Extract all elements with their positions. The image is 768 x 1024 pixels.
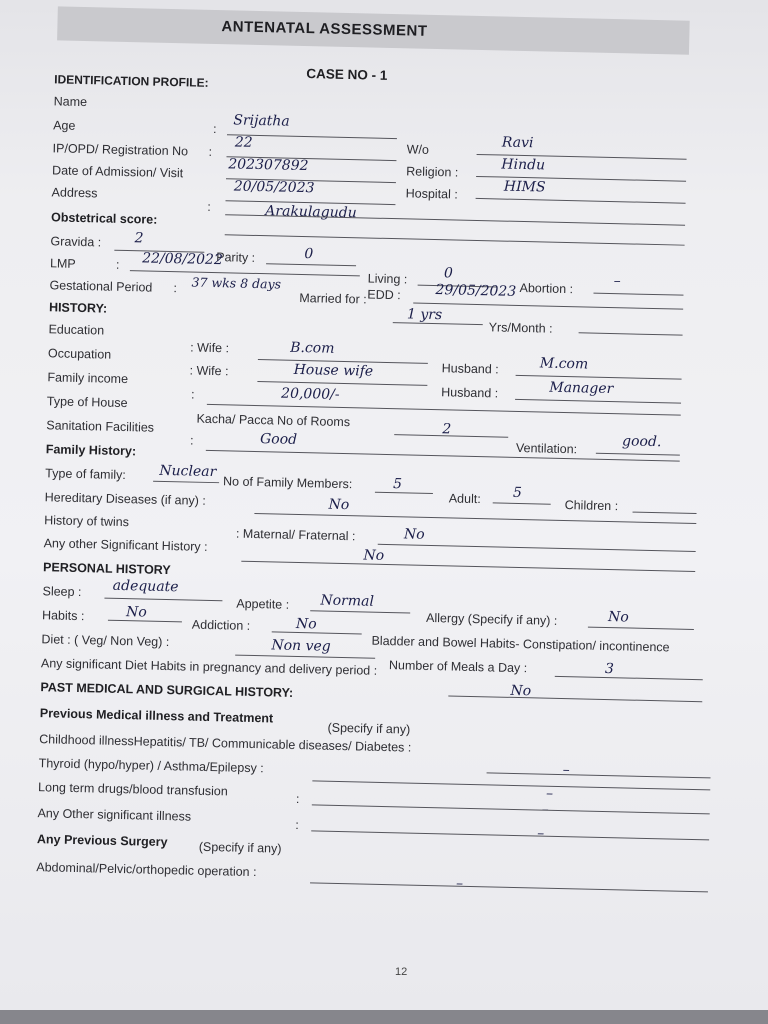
value-age: 22 — [234, 134, 253, 151]
value-thyroid: – — [545, 785, 554, 802]
line-long-term — [312, 804, 710, 814]
value-long-term: – — [541, 801, 549, 818]
line-husband-occupation — [515, 399, 681, 404]
label-abdominal: Abdominal/Pelvic/orthopedic operation : — [36, 860, 257, 880]
label-hereditary: Hereditary Diseases (if any) : — [44, 490, 207, 508]
line-meals — [555, 676, 703, 680]
line-edd — [413, 303, 683, 310]
label-sleep: Sleep : — [42, 584, 82, 600]
section-family-history: Family History: — [45, 442, 137, 459]
value-ventilation: good. — [621, 433, 662, 451]
label-married-for: Married for : — [299, 290, 367, 307]
line-habits — [108, 620, 182, 623]
label-abortion: Abortion : — [519, 280, 574, 297]
label-habits: Habits : — [41, 608, 85, 624]
value-lmp: 22/08/2022 — [141, 250, 224, 269]
label-specify-medical: (Specify if any) — [327, 720, 411, 737]
label-wife-edu: : Wife : — [189, 340, 230, 356]
colon: : — [190, 387, 195, 402]
label-ip-reg: IP/OPD/ Registration No — [52, 141, 189, 159]
value-gestational: 37 wks 8 days — [191, 274, 282, 292]
line-no-members — [375, 492, 433, 494]
label-gravida: Gravida : — [50, 234, 102, 250]
label-type-house: Type of House — [46, 394, 128, 411]
value-parity: 0 — [304, 246, 314, 263]
label-specify-surgery: (Specify if any) — [198, 839, 282, 856]
label-gestational: Gestational Period — [49, 278, 153, 295]
line-maternal — [378, 544, 696, 552]
line-parity — [266, 263, 356, 266]
value-abortion: – — [613, 273, 621, 290]
label-kacha: Kacha/ Pacca No of Rooms — [196, 411, 351, 430]
colon: : — [208, 144, 213, 159]
colon: : — [115, 257, 120, 272]
label-parity: Parity : — [216, 250, 256, 265]
label-husband-occ: Husband : — [441, 385, 499, 401]
page-number: 12 — [395, 966, 408, 978]
value-wife-occupation: House wife — [293, 361, 374, 380]
section-history: HISTORY: — [48, 300, 108, 316]
label-lmp: LMP — [49, 256, 76, 271]
background-surface — [0, 1010, 768, 1024]
line-address-2 — [225, 234, 685, 245]
value-diet-habits: No — [510, 682, 532, 700]
label-religion: Religion : — [406, 164, 459, 180]
line-appetite — [310, 610, 410, 613]
label-any-other-illness: Any Other significant illness — [37, 806, 192, 824]
value-family-income: 20,000/- — [280, 385, 340, 403]
value-husband-education: M.com — [539, 355, 589, 373]
value-living: 0 — [443, 265, 454, 282]
label-no-members: No of Family Members: — [222, 474, 353, 492]
value-wife-education: B.com — [289, 339, 335, 357]
value-wo: Ravi — [501, 134, 534, 152]
value-address: Arakulagudu — [265, 203, 357, 222]
label-husband-edu: Husband : — [441, 361, 499, 377]
value-rooms: 2 — [442, 421, 452, 438]
value-sleep: adequate — [112, 577, 179, 596]
value-meals: 3 — [604, 660, 615, 678]
line-ventilation — [596, 453, 680, 456]
value-husband-occupation: Manager — [549, 379, 614, 398]
form-title: ANTENATAL ASSESSMENT — [221, 18, 428, 40]
label-family-income: Family income — [47, 370, 129, 387]
label-type-family: Type of family: — [45, 466, 126, 483]
label-occupation: Occupation — [47, 346, 112, 362]
colon: : — [207, 199, 211, 214]
value-childhood: – — [562, 762, 570, 779]
value-type-family: Nuclear — [159, 462, 217, 481]
value-no-members: 5 — [392, 476, 403, 493]
line-diet-habits — [448, 695, 702, 702]
label-sanitation: Sanitation Facilities — [46, 418, 155, 435]
value-adult: 5 — [512, 484, 523, 502]
label-ventilation: Ventilation: — [515, 440, 578, 457]
label-children: Children : — [564, 498, 619, 514]
label-date-admission: Date of Admission/ Visit — [51, 163, 184, 181]
section-obstetrical: Obstetrical score: — [50, 210, 158, 227]
label-hospital: Hospital : — [405, 186, 458, 202]
colon: : — [212, 121, 217, 137]
label-diet-habits: Any significant Diet Habits in pregnancy and delivery period : — [40, 656, 378, 678]
line-hospital — [476, 198, 686, 204]
line-sleep — [104, 598, 222, 602]
line-sanitation — [206, 450, 680, 462]
value-any-other: No — [363, 547, 385, 564]
value-diet: Non veg — [271, 637, 331, 655]
line-addiction — [272, 631, 362, 634]
label-any-other: Any other Significant History : — [43, 536, 208, 554]
label-maternal: : Maternal/ Fraternal : — [235, 526, 356, 544]
line-yrs-month — [579, 332, 683, 335]
line-any-other-illness — [311, 830, 709, 840]
label-name: Name — [53, 94, 88, 110]
value-appetite: Normal — [320, 592, 375, 610]
value-abdominal: – — [455, 875, 464, 892]
value-hospital: HIMS — [503, 178, 546, 196]
line-type-family — [153, 481, 219, 483]
value-gravida: 2 — [134, 230, 144, 247]
colon: : — [295, 792, 300, 807]
label-allergy: Allergy (Specify if any) : — [425, 610, 558, 628]
colon: : — [173, 281, 178, 296]
value-allergy: No — [607, 609, 630, 626]
line-adult — [493, 502, 551, 504]
section-personal-history: PERSONAL HISTORY — [42, 560, 171, 578]
label-address: Address — [51, 185, 98, 201]
line-husband-education — [516, 375, 682, 380]
section-past-history: PAST MEDICAL AND SURGICAL HISTORY: — [40, 680, 294, 700]
value-any-other-illness: – — [537, 825, 545, 842]
value-ip-reg: 202307892 — [228, 156, 309, 175]
value-hereditary: No — [328, 496, 350, 514]
label-adult: Adult: — [448, 491, 481, 507]
form-content — [17, 0, 740, 1010]
line-diet — [235, 655, 375, 659]
section-identification: IDENTIFICATION PROFILE: — [54, 72, 209, 90]
value-maternal: No — [403, 526, 425, 543]
label-addiction: Addiction : — [191, 617, 251, 633]
label-yrs-month: Yrs/Month : — [488, 320, 553, 336]
label-bladder: Bladder and Bowel Habits- Constipation/ incontinence — [371, 633, 670, 655]
line-allergy — [588, 627, 694, 630]
line-address-1 — [225, 214, 685, 225]
label-wife-occ: : Wife : — [189, 363, 229, 379]
label-diet: Diet : ( Veg/ Non Veg) : — [41, 632, 170, 650]
label-twins: History of twins — [44, 513, 130, 530]
label-childhood: Childhood illnessHepatitis/ TB/ Communicable diseases/ Diabetes : — [39, 732, 412, 755]
label-education: Education — [48, 322, 105, 338]
colon: : — [295, 818, 299, 833]
case-number: CASE NO - 1 — [306, 66, 388, 83]
value-addiction: No — [295, 615, 317, 633]
value-date-admission: 20/05/2023 — [233, 178, 315, 197]
line-abortion — [593, 293, 683, 296]
label-long-term: Long term drugs/blood transfusion — [37, 780, 228, 799]
line-hereditary — [254, 513, 696, 524]
line-childhood — [487, 772, 711, 778]
label-edd: EDD : — [367, 287, 401, 303]
colon: : — [189, 433, 194, 448]
value-religion: Hindu — [501, 156, 546, 174]
label-prev-surgery: Any Previous Surgery — [36, 832, 168, 850]
label-wo: W/o — [406, 142, 430, 157]
line-thyroid — [312, 780, 710, 790]
label-prev-medical: Previous Medical illness and Treatment — [39, 706, 274, 726]
label-age: Age — [53, 118, 76, 133]
line-any-other — [241, 561, 695, 572]
value-name: Srijatha — [233, 112, 290, 130]
label-thyroid: Thyroid (hypo/hyper) / Asthma/Epilepsy : — [38, 756, 264, 776]
line-abdominal — [310, 882, 708, 892]
line-children — [633, 512, 697, 514]
value-edd: 29/05/2023 — [435, 282, 517, 300]
value-habits: No — [125, 604, 147, 621]
line-married-for — [393, 322, 483, 325]
line-rooms — [394, 434, 508, 438]
value-sanitation: Good — [259, 431, 298, 448]
label-appetite: Appetite : — [236, 596, 290, 612]
label-meals: Number of Meals a Day : — [388, 658, 528, 676]
value-married-for: 1 yrs — [406, 306, 443, 324]
label-living: Living : — [367, 271, 408, 287]
